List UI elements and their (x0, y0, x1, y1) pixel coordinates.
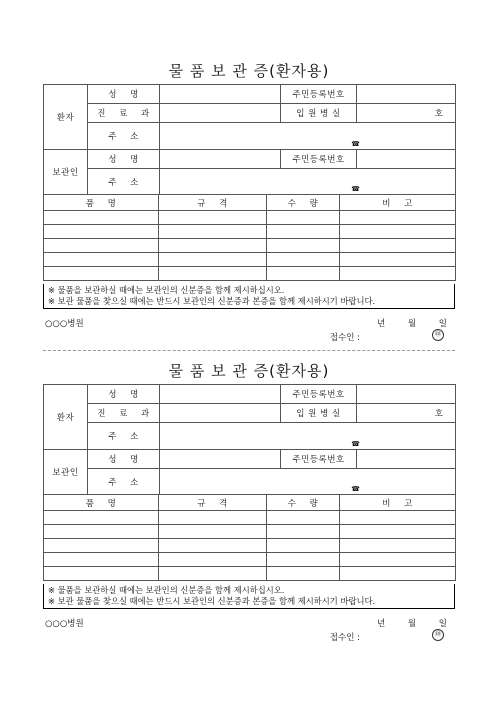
receiver-label: 접수인 : (329, 633, 360, 643)
item-cell[interactable] (44, 267, 159, 281)
ward-field[interactable] (357, 104, 456, 123)
seal-icon: ㊞ (432, 629, 444, 641)
remark-cell[interactable] (340, 511, 456, 525)
hospital-name: ○○○병원 (45, 619, 84, 629)
cut-line (43, 350, 455, 351)
spec-cell[interactable] (159, 539, 267, 553)
item-cell[interactable] (44, 239, 159, 253)
item-name-header: 품 명 (44, 495, 159, 511)
table-row (44, 539, 456, 553)
phone-icon: ☎ (351, 440, 360, 448)
qty-cell[interactable] (267, 525, 340, 539)
name-label: 성 명 (88, 450, 160, 469)
table-row (44, 525, 456, 539)
qty-header: 수 량 (267, 495, 340, 511)
table-row (44, 267, 456, 281)
remark-cell[interactable] (340, 225, 456, 239)
remark-header: 비 고 (340, 495, 456, 511)
patient-info-table (43, 84, 456, 195)
patient-address-field[interactable] (160, 423, 456, 450)
address-label: 주 소 (88, 123, 160, 150)
spec-cell[interactable] (159, 511, 267, 525)
spec-cell[interactable] (159, 239, 267, 253)
keeper-name-field[interactable] (160, 150, 281, 169)
patient-info-table (43, 384, 456, 495)
dept-label: 진 료 과 (88, 404, 160, 423)
ward-label: 입 원 병 실 (281, 404, 357, 423)
dept-field[interactable] (160, 404, 281, 423)
table-row (44, 253, 456, 267)
phone-icon: ☎ (351, 140, 360, 148)
keeper-resident-no-field[interactable] (357, 450, 456, 469)
spec-cell[interactable] (159, 567, 267, 581)
dept-field[interactable] (160, 104, 281, 123)
keeper-address-field[interactable] (160, 169, 456, 195)
item-cell[interactable] (44, 553, 159, 567)
item-cell[interactable] (44, 225, 159, 239)
patient-name-field[interactable] (160, 385, 281, 404)
hospital-name: ○○○병원 (45, 319, 84, 329)
spec-cell[interactable] (159, 553, 267, 567)
remark-cell[interactable] (340, 267, 456, 281)
ward-suffix: 호 (434, 109, 443, 119)
table-row (44, 553, 456, 567)
ward-suffix: 호 (434, 409, 443, 419)
notice-line: ※ 보관 물품을 찾으실 때에는 반드시 보관인의 신분증과 본증을 함께 제시하시기 바랍니다. (48, 596, 376, 606)
phone-icon: ☎ (351, 185, 360, 193)
notice-line: ※ 물품을 보관하실 때에는 보관인의 신분증을 함께 제시하십시오. (48, 285, 285, 295)
date-field[interactable]: 년 월 일 (376, 619, 447, 629)
address-label: 주 소 (88, 169, 160, 195)
notice-line: ※ 보관 물품을 찾으실 때에는 반드시 보관인의 신분증과 본증을 함께 제시하시기 바랍니다. (48, 296, 376, 306)
table-row (44, 239, 456, 253)
resident-no-label: 주민등록번호 (281, 85, 357, 104)
remark-cell[interactable] (340, 253, 456, 267)
qty-header: 수 량 (267, 195, 340, 211)
group-label-patient: 환자 (44, 385, 88, 450)
spec-cell[interactable] (159, 211, 267, 225)
item-cell[interactable] (44, 211, 159, 225)
item-cell[interactable] (44, 253, 159, 267)
qty-cell[interactable] (267, 539, 340, 553)
name-label: 성 명 (88, 150, 160, 169)
group-label-patient: 환자 (44, 85, 88, 150)
qty-cell[interactable] (267, 211, 340, 225)
spec-cell[interactable] (159, 253, 267, 267)
remark-header: 비 고 (340, 195, 456, 211)
address-label: 주 소 (88, 423, 160, 450)
items-table (43, 494, 456, 581)
remark-cell[interactable] (340, 567, 456, 581)
table-row (44, 225, 456, 239)
qty-cell[interactable] (267, 553, 340, 567)
group-label-keeper: 보관인 (44, 450, 88, 495)
qty-cell[interactable] (267, 225, 340, 239)
remark-cell[interactable] (340, 211, 456, 225)
form-title: 물 품 보 관 증(환자용) (168, 362, 330, 380)
name-label: 성 명 (88, 85, 160, 104)
keeper-address-field[interactable] (160, 469, 456, 495)
name-label: 성 명 (88, 385, 160, 404)
qty-cell[interactable] (267, 267, 340, 281)
item-name-header: 품 명 (44, 195, 159, 211)
seal-icon: ㊞ (432, 329, 444, 341)
keeper-name-field[interactable] (160, 450, 281, 469)
remark-cell[interactable] (340, 539, 456, 553)
resident-no-label: 주민등록번호 (281, 450, 357, 469)
qty-cell[interactable] (267, 567, 340, 581)
form-title: 물 품 보 관 증(환자용) (168, 62, 330, 80)
address-label: 주 소 (88, 469, 160, 495)
resident-no-label: 주민등록번호 (281, 150, 357, 169)
remark-cell[interactable] (340, 525, 456, 539)
spec-header: 규 격 (159, 195, 267, 211)
table-row (44, 211, 456, 225)
ward-field[interactable] (357, 404, 456, 423)
table-row (44, 567, 456, 581)
spec-cell[interactable] (159, 267, 267, 281)
table-row (44, 511, 456, 525)
keeper-resident-no-field[interactable] (357, 150, 456, 169)
ward-label: 입 원 병 실 (281, 104, 357, 123)
notice-box (43, 284, 455, 309)
qty-cell[interactable] (267, 511, 340, 525)
items-table (43, 194, 456, 281)
item-cell[interactable] (44, 525, 159, 539)
spec-header: 규 격 (159, 495, 267, 511)
spec-cell[interactable] (159, 225, 267, 239)
phone-icon: ☎ (351, 485, 360, 493)
item-cell[interactable] (44, 539, 159, 553)
date-field[interactable]: 년 월 일 (376, 319, 447, 329)
notice-line: ※ 물품을 보관하실 때에는 보관인의 신분증을 함께 제시하십시오. (48, 585, 285, 595)
qty-cell[interactable] (267, 253, 340, 267)
patient-resident-no-field[interactable] (357, 385, 456, 404)
item-cell[interactable] (44, 567, 159, 581)
remark-cell[interactable] (340, 553, 456, 567)
group-label-keeper: 보관인 (44, 150, 88, 195)
spec-cell[interactable] (159, 525, 267, 539)
notice-box (43, 584, 455, 609)
remark-cell[interactable] (340, 239, 456, 253)
item-cell[interactable] (44, 511, 159, 525)
dept-label: 진 료 과 (88, 104, 160, 123)
patient-name-field[interactable] (160, 85, 281, 104)
resident-no-label: 주민등록번호 (281, 385, 357, 404)
qty-cell[interactable] (267, 239, 340, 253)
receiver-label: 접수인 : (329, 333, 360, 343)
patient-resident-no-field[interactable] (357, 85, 456, 104)
patient-address-field[interactable] (160, 123, 456, 150)
